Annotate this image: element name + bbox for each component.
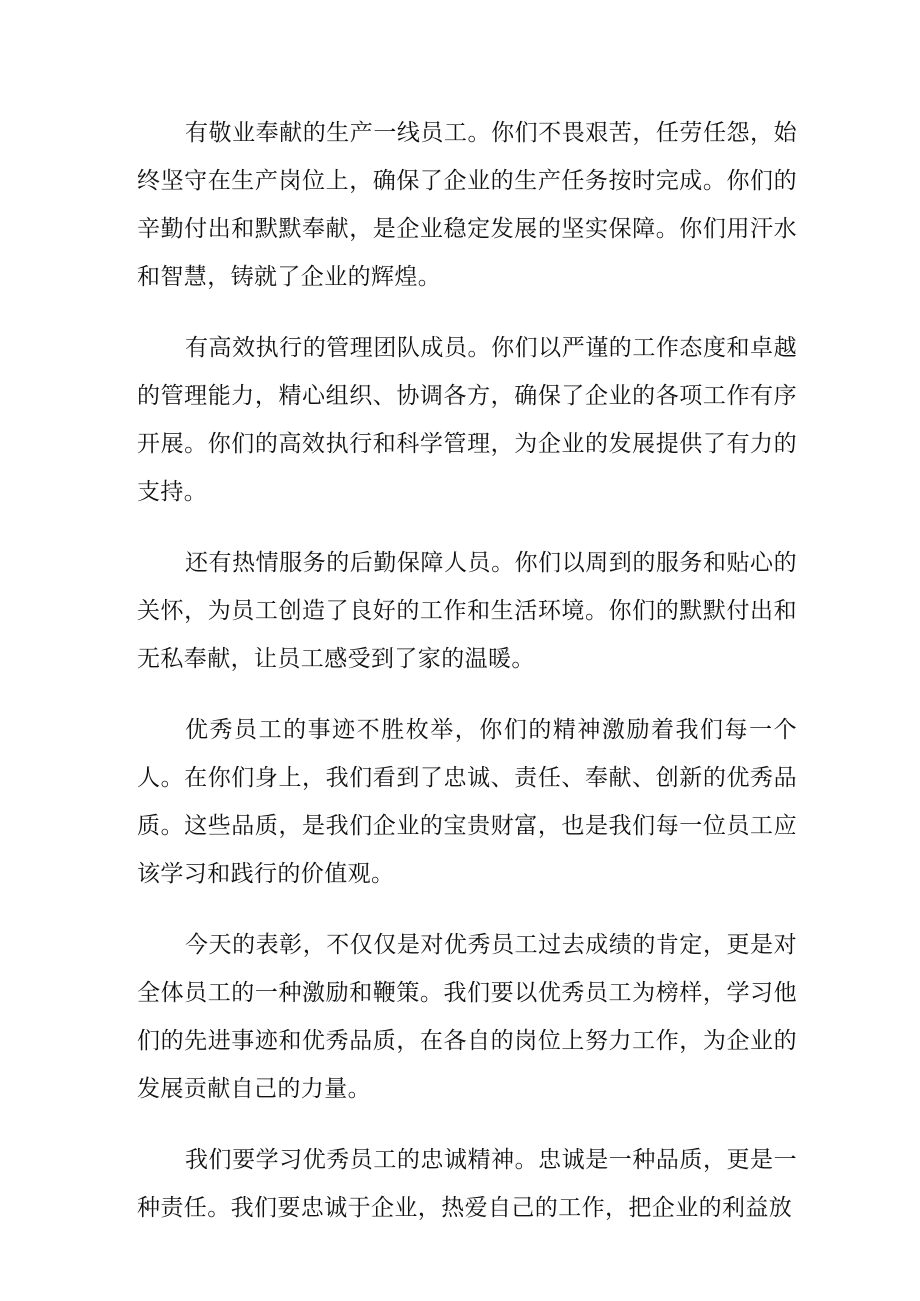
paragraph-commendation: 今天的表彰，不仅仅是对优秀员工过去成绩的肯定，更是对全体员工的一种激励和鞭策。我们要以优秀员工为榜样，学习他们的先进事迹和优秀品质，在各自的岗位上努力工作，为企业的发展贡献自己的力量。 — [137, 932, 797, 1102]
paragraph-excellent-qualities: 优秀员工的事迹不胜枚举，你们的精神激励着我们每一个人。在你们身上，我们看到了忠诚、责任、奉献、创新的优秀品质。这些品质，是我们企业的宝贵财富，也是我们每一位员工应该学习和践行的价值观。 — [137, 717, 797, 887]
paragraph-logistics-staff: 还有热情服务的后勤保障人员。你们以周到的服务和贴心的关怀，为员工创造了良好的工作和生活环境。你们的默默付出和无私奉献，让员工感受到了家的温暖。 — [137, 550, 797, 672]
paragraph-frontline-workers: 有敬业奉献的生产一线员工。你们不畏艰苦，任劳任怨，始终坚守在生产岗位上，确保了企业的生产任务按时完成。你们的辛勤付出和默默奉献，是企业稳定发展的坚实保障。你们用汗水和智慧，铸就了企业的辉煌。 — [137, 120, 797, 290]
document-body — [137, 109, 797, 1255]
paragraph-management-team: 有高效执行的管理团队成员。你们以严谨的工作态度和卓越的管理能力，精心组织、协调各方，确保了企业的各项工作有序开展。你们的高效执行和科学管理，为企业的发展提供了有力的支持。 — [137, 335, 797, 505]
paragraph-loyalty-spirit: 我们要学习优秀员工的忠诚精神。忠诚是一种品质，更是一种责任。我们要忠诚于企业，热爱自己的工作，把企业的利益放 — [137, 1147, 797, 1221]
